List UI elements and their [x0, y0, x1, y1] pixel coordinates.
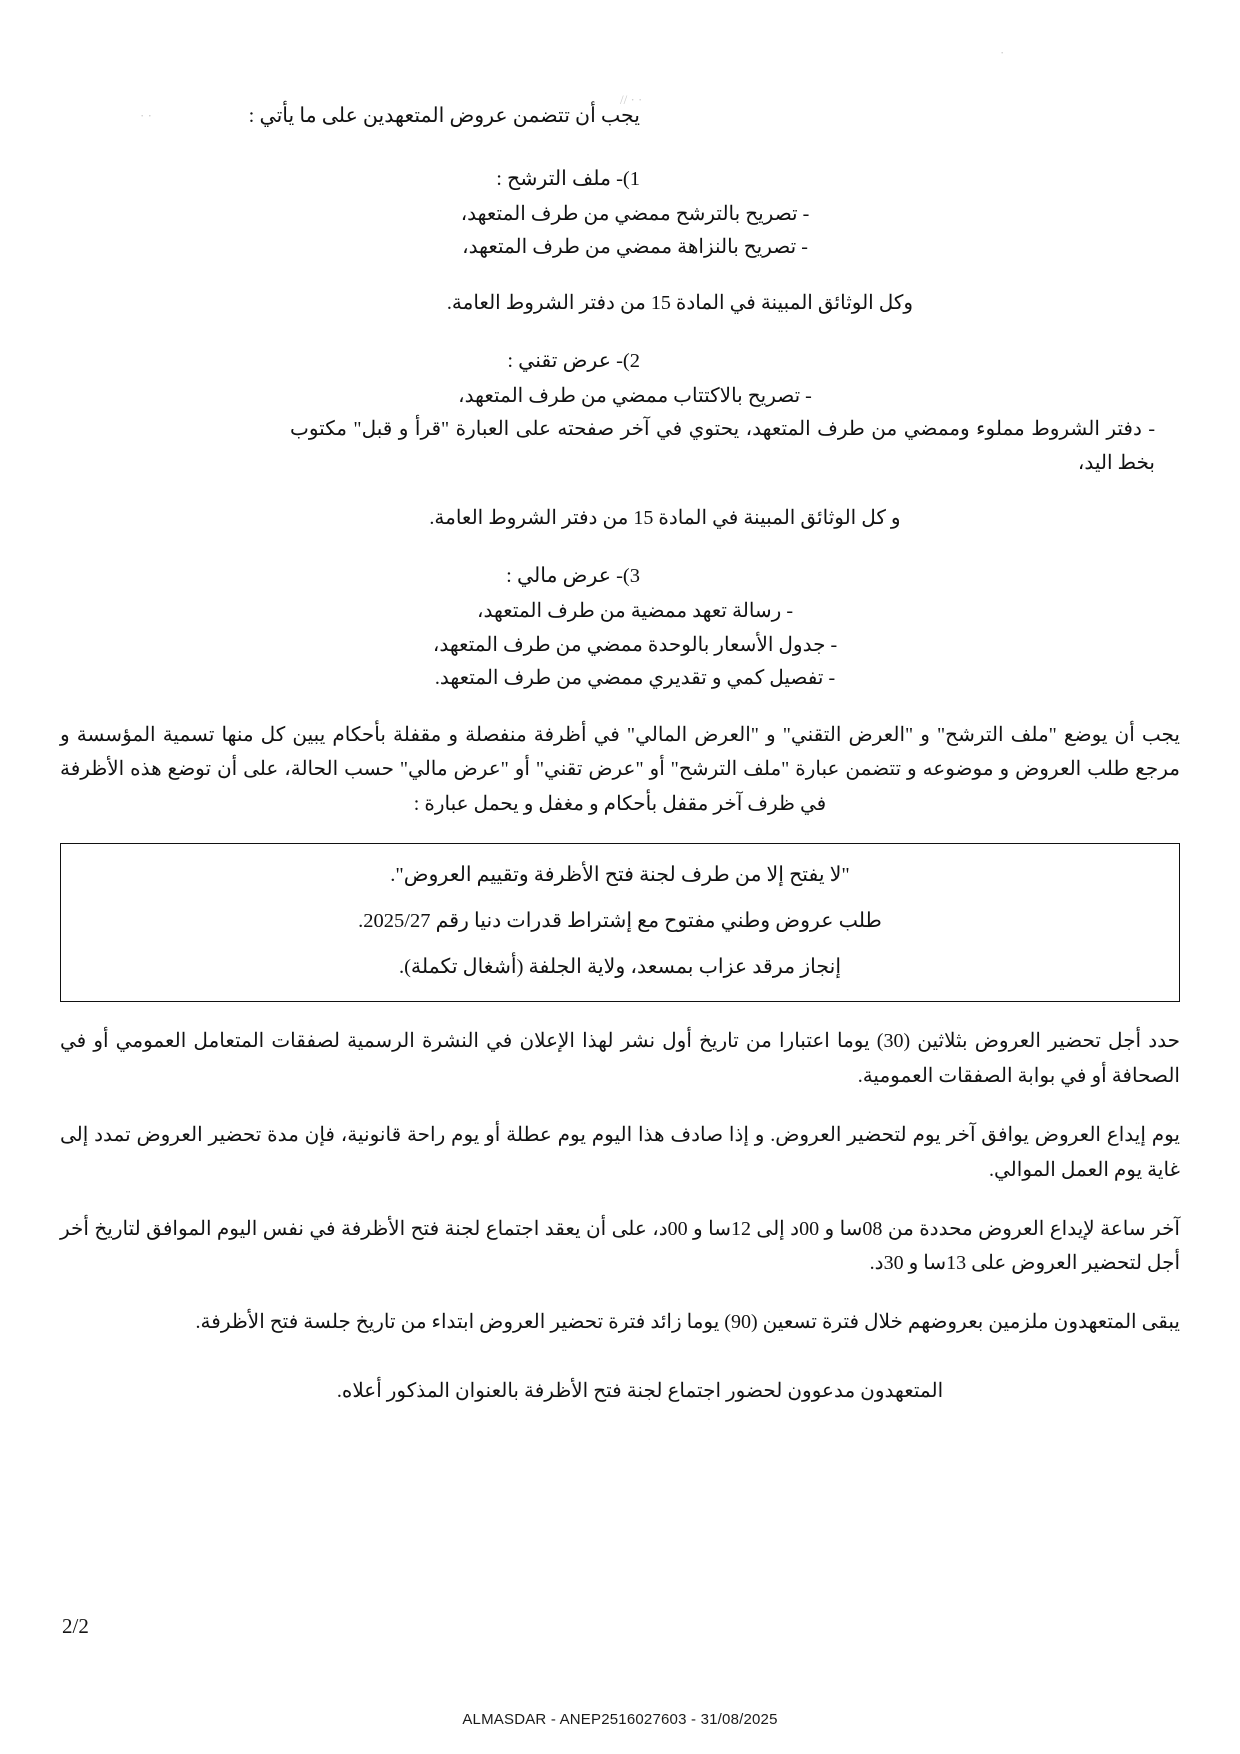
scan-artifact: ·: [1000, 45, 1005, 60]
list-item: - تفصيل كمي و تقديري ممضي من طرف المتعهد.: [434, 667, 836, 690]
scan-artifact: // · ·: [620, 92, 643, 107]
section-3-bullets: [60, 595, 1180, 696]
footer-reference: ALMASDAR - ANEP2516027603 - 31/08/2025: [462, 1711, 778, 1728]
list-item: - رسالة تعهد ممضية من طرف المتعهد،: [477, 600, 793, 623]
section-2-note: و كل الوثائق المبينة في المادة 15 من دفتر الشروط العامة.: [429, 507, 901, 530]
document-body: [60, 100, 1180, 1408]
closing-paragraph: المتعهدون مدعوون لحضور اجتماع لجنة فتح الأظرفة بالعنوان المذكور أعلاه.: [336, 1379, 944, 1402]
intro-paragraph: يجب أن تتضمن عروض المتعهدين على ما يأتي :: [248, 105, 640, 127]
section-1-heading: 1)- ملف الترشح :: [496, 167, 640, 190]
paragraph-hours: آخر ساعة لإيداع العروض محددة من 08سا و 00د إلى 12سا و 00د، على أن يعقد اجتماع لجنة فتح الأظرفة في نفس اليوم الموافق لتاريخ أخر أجل لتحضير العروض على 13سا و 30د.: [60, 1217, 1180, 1275]
paragraph-submission-day: يوم إيداع العروض يوافق آخر يوم لتحضير العروض. و إذا صادف هذا اليوم يوم عطلة أو يوم راحة قانونية، فإن مدة تحضير العروض تمدد إلى غاية يوم العمل الموالي.: [60, 1124, 1180, 1181]
list-item: - تصريح بالنزاهة ممضي من طرف المتعهد،: [462, 236, 808, 259]
box-line-1: "لا يفتح إلا من طرف لجنة فتح الأظرفة وتقييم العروض".: [390, 864, 850, 887]
paragraph-validity: يبقى المتعهدون ملزمين بعروضهم خلال فترة تسعين (90) يوما زائد فترة تحضير العروض ابتداء من تاريخ جلسة فتح الأظرفة.: [195, 1311, 1180, 1334]
page-number: 2/2: [62, 1614, 89, 1638]
list-item: - جدول الأسعار بالوحدة ممضي من طرف المتعهد،: [432, 633, 838, 656]
section-2-heading: 2)- عرض تقني :: [507, 349, 640, 372]
section-1-note: وكل الوثائق المبينة في المادة 15 من دفتر الشروط العامة.: [446, 291, 914, 314]
scan-artifact: · ·: [140, 108, 152, 123]
paragraph-deadline: حدد أجل تحضير العروض بثلاثين (30) يوما اعتبارا من تاريخ أول نشر لهذا الإعلان في النشرة الرسمية لصفقات المتعامل العمومي أو في الصحافة أو في بوابة الصفقات العمومية.: [60, 1030, 1181, 1088]
section-1-bullets: [60, 198, 1180, 265]
section-3-heading: 3)- عرض مالي :: [506, 565, 640, 588]
list-item: - تصريح بالترشح ممضي من طرف المتعهد،: [460, 202, 810, 225]
list-item: - تصريح بالاكتتاب ممضي من طرف المتعهد،: [458, 384, 812, 407]
box-line-3: إنجاز مرقد عزاب بمسعد، ولاية الجلفة (أشغال تكملة).: [398, 955, 842, 978]
box-line-2: طلب عروض وطني مفتوح مع إشتراط قدرات دنيا رقم 2025/27.: [358, 909, 882, 932]
list-item: - دفتر الشروط مملوء وممضي من طرف المتعهد، يحتوي في آخر صفحته على العبارة "قرأ و قبل" مكتوب بخط اليد،: [290, 418, 1155, 474]
highlight-box: [60, 843, 1180, 1002]
section-2-bullets: [60, 380, 1180, 481]
envelope-paragraph: يجب أن يوضع "ملف الترشح" و "العرض التقني" و "العرض المالي" في أظرفة منفصلة و مقفلة بأحكام يبين كل منها تسمية المؤسسة و مرجع طلب العروض و موضوعه و تتضمن عبارة "ملف الترشح" أو "عرض تقني" أو "عرض مالي" حسب الحالة، على أن توضع هذه الأظرفة في ظرف آخر مقفل بأحكام و مغفل و يحمل عبارة :: [60, 723, 1180, 815]
